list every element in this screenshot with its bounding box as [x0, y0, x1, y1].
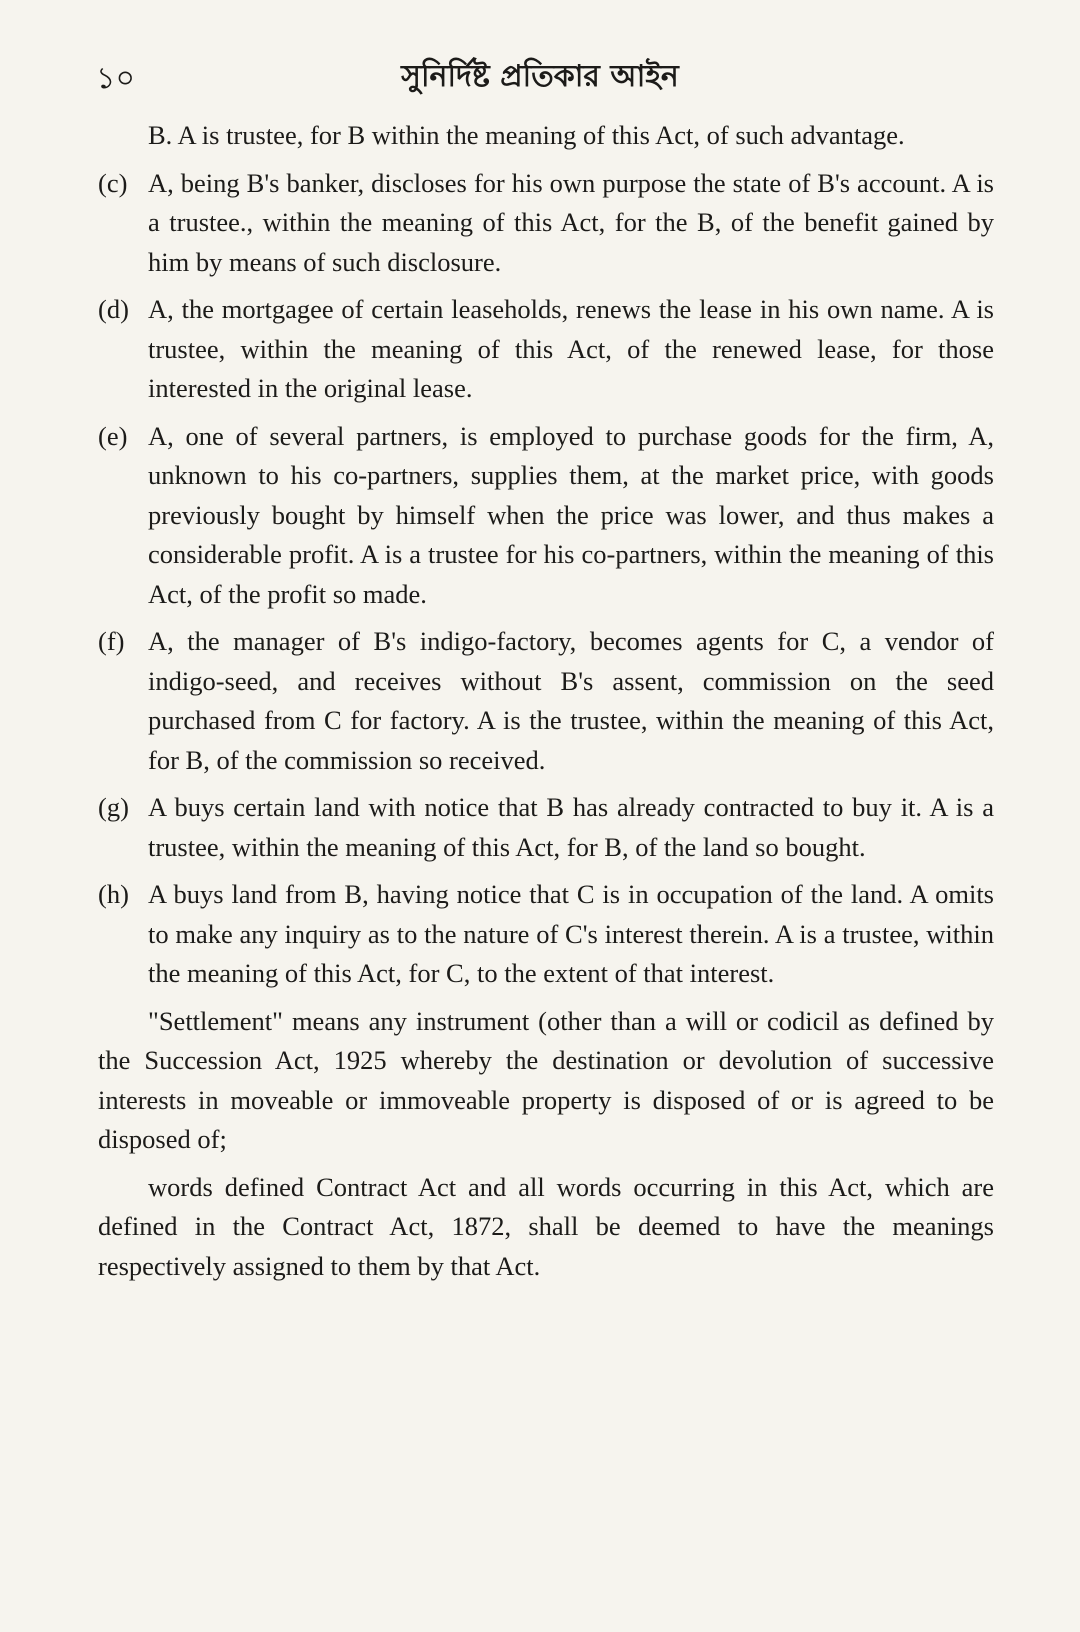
settlement-definition: "Settlement" means any instrument (other than a will or codicil as defined by the Succession Act, 1925 whereby the destination or devolution of successive interests in moveable or immoveable property is disposed of or is agreed to be disposed of;: [98, 1005, 994, 1154]
illustration-label: (e): [98, 420, 128, 451]
illustration-label: (c): [98, 167, 128, 198]
illustration-item: [98, 417, 994, 615]
illustration-label: (h): [98, 879, 129, 909]
illustration-item: [98, 622, 994, 780]
page-body: [98, 116, 994, 1294]
illustration-item: [98, 164, 994, 283]
illustration-text: A, one of several partners, is employed to purchase goods for the firm, A, unknown to his co-partners, supplies them, at the market price, with goods previously bought by himself when the price was lower, and thus makes a considerable profit. A is a trustee for his co-partners, within the meaning of this Act, of the profit so made.: [148, 420, 994, 609]
illustration-text: A buys certain land with notice that B has already contracted to buy it. A is a trustee, within the meaning of this Act, for B, of the land so bought.: [148, 792, 994, 862]
running-title: সুনির্দিষ্ট প্রতিকার আইন: [401, 59, 679, 94]
illustration-item: [98, 788, 994, 867]
illustration-text: A buys land from B, having notice that C is in occupation of the land. A omits to make any inquiry as to the nature of C's interest therein. A is a trustee, within the meaning of this Act, for C, to the extent of that interest.: [148, 879, 994, 988]
illustration-text: A, the mortgagee of certain leaseholds, renews the lease in his own name. A is trustee, within the meaning of this Act, of the renewed lease, for those interested in the original lease.: [148, 294, 994, 403]
illustration-item: [98, 875, 994, 994]
illustration-label: (f): [98, 626, 125, 656]
continuation-text: B. A is trustee, for B within the meaning of this Act, of such advantage.: [148, 120, 905, 150]
contract-act-definition: words defined Contract Act and all words occurring in this Act, which are defined in the Contract Act, 1872, shall be deemed to have the meanings respectively assigned to them by that Act.: [98, 1171, 994, 1281]
illustration-label: (d): [98, 294, 129, 324]
illustration-text: A, the manager of B's indigo-factory, becomes agents for C, a vendor of indigo-seed, and receives without B's assent, commission on the seed purchased from C for factory. A is the trustee, within the meaning of this Act, for B, of the commission so received.: [148, 626, 994, 775]
page-number: ১০: [96, 61, 135, 96]
illustration-label: (g): [98, 792, 129, 822]
illustration-text: A, being B's banker, discloses for his own purpose the state of B's account. A is a trustee., within the meaning of this Act, for the B, of the benefit gained by him by means of such disclosure.: [148, 167, 994, 277]
page-header: [0, 46, 1080, 96]
illustration-item: [98, 290, 994, 409]
